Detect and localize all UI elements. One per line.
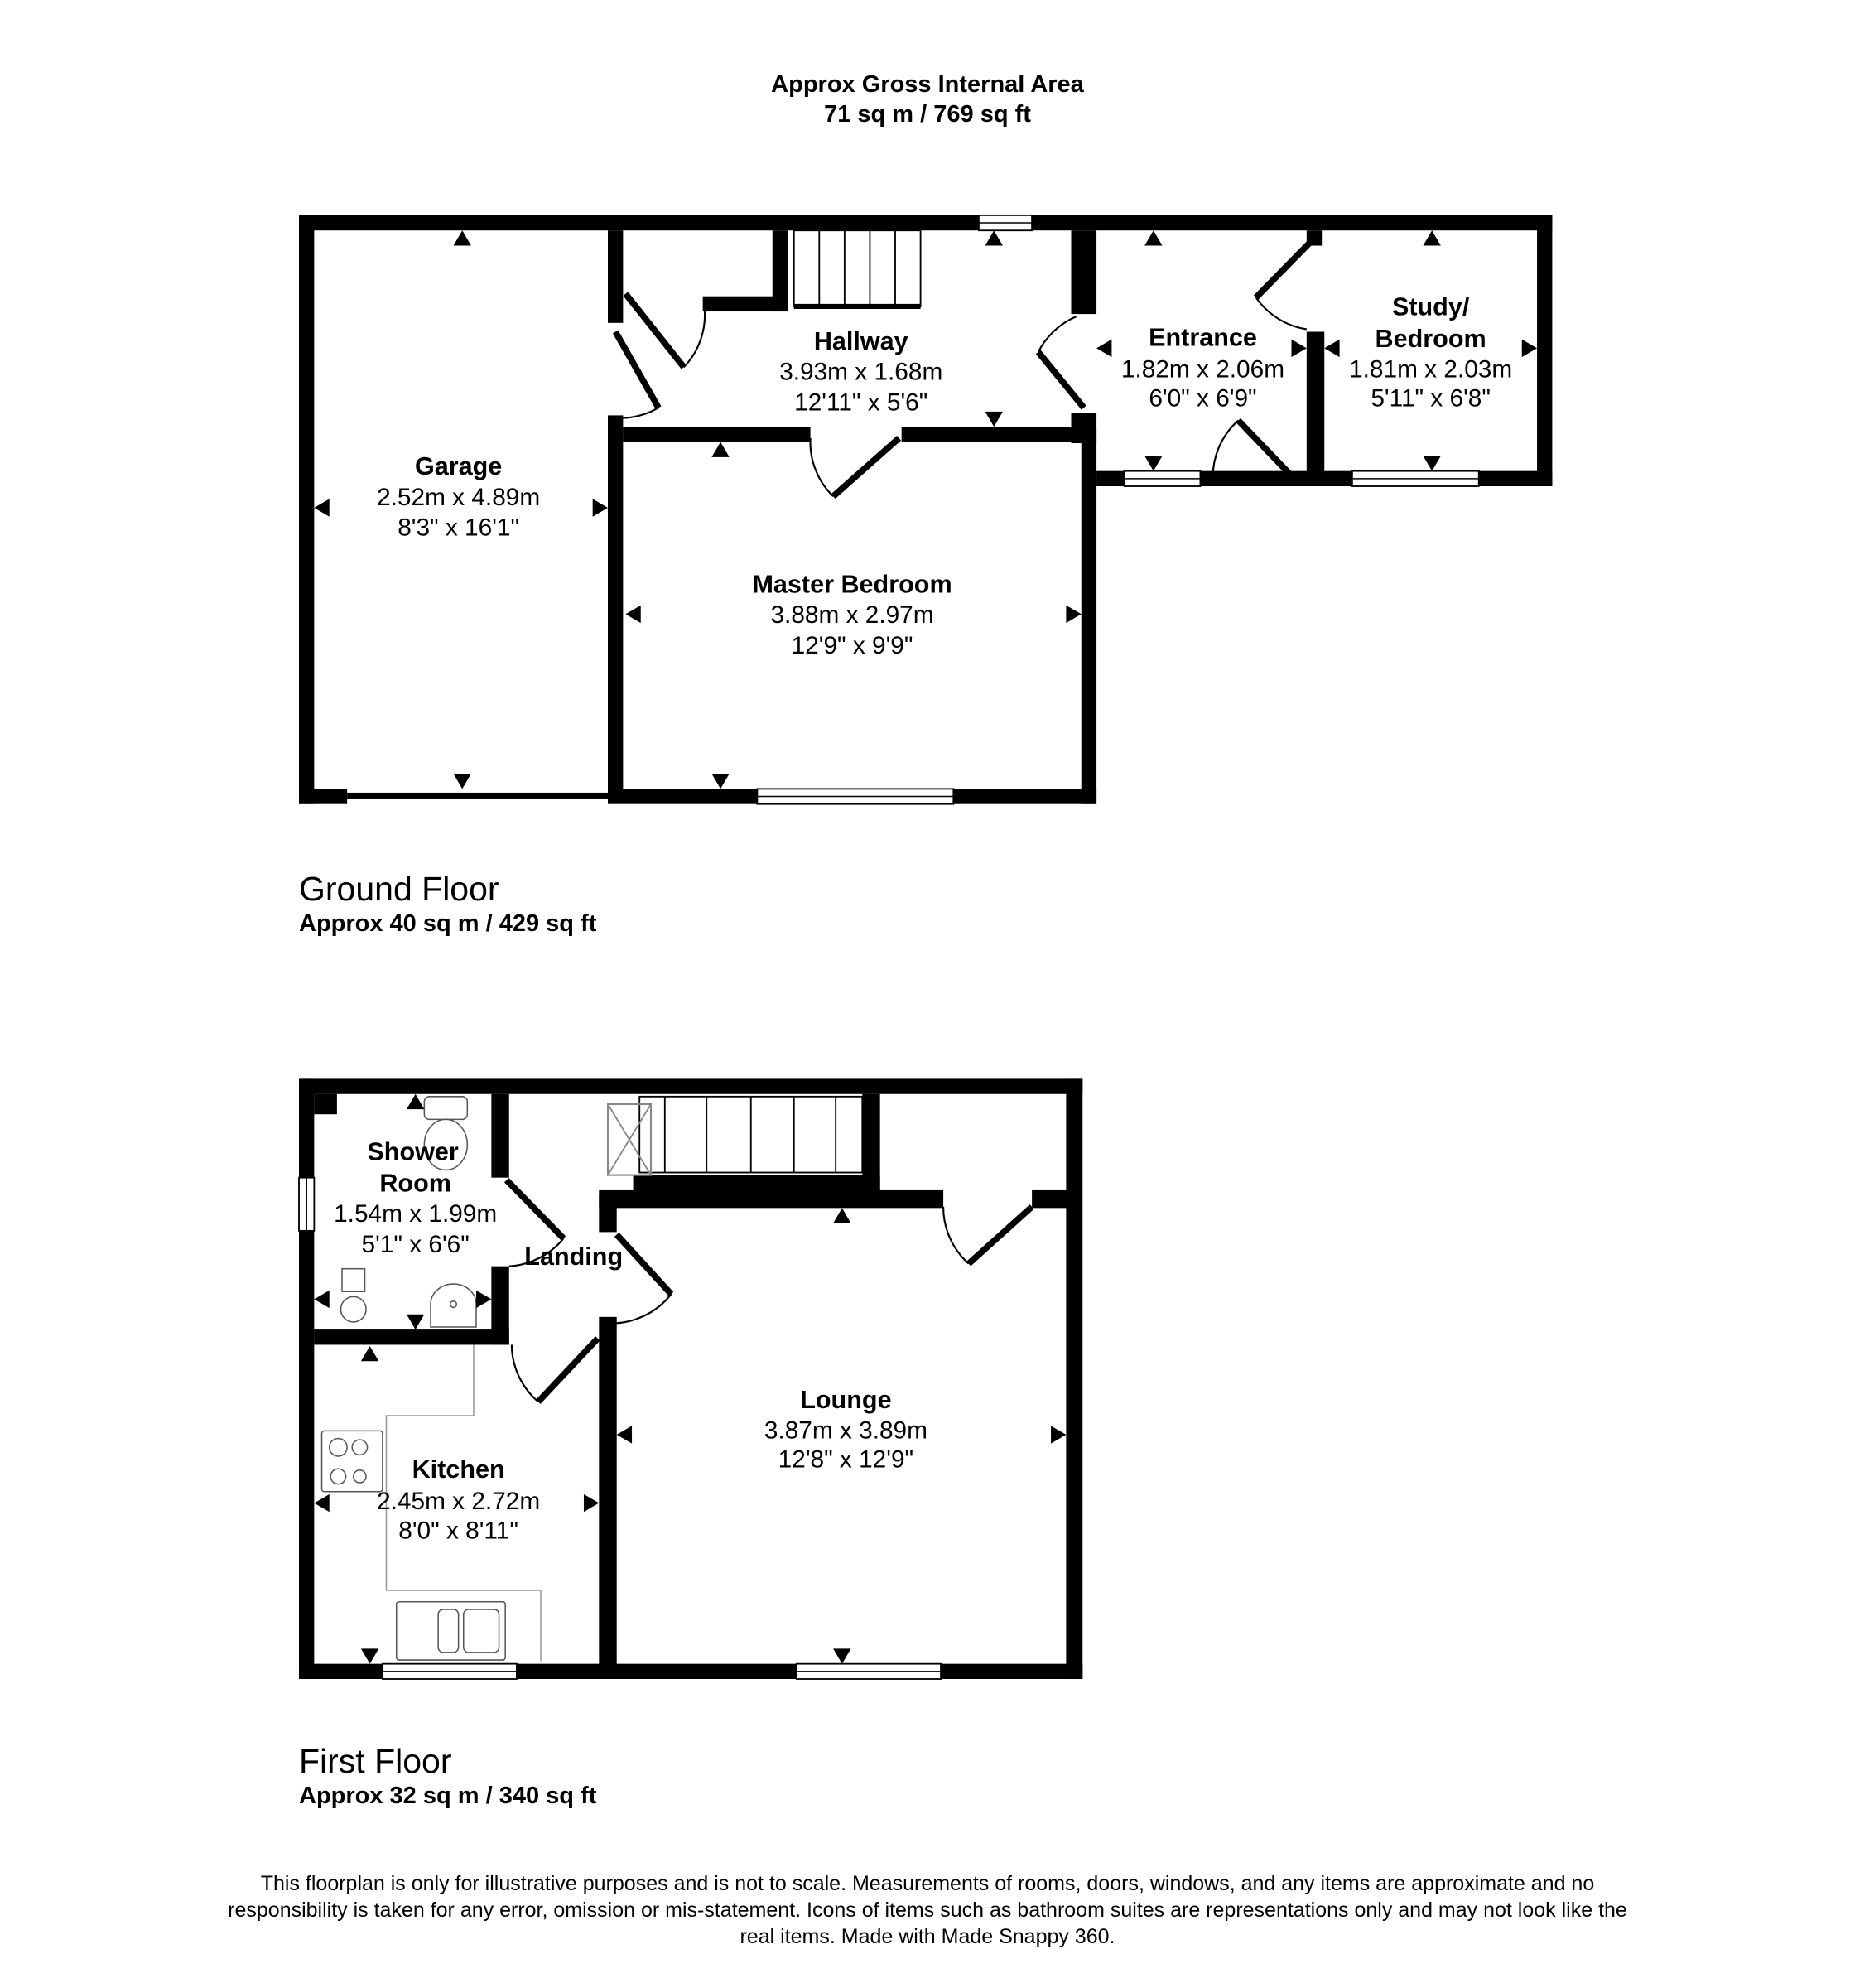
gross-area-title: Approx Gross Internal Area: [771, 71, 1084, 98]
svg-text:Room: Room: [379, 1169, 451, 1198]
shower-icon: [340, 1269, 366, 1322]
ground-floor-area: Approx 40 sq m / 429 sq ft: [299, 910, 597, 937]
svg-text:1.54m x 1.99m: 1.54m x 1.99m: [334, 1200, 498, 1228]
svg-text:6'0" x 6'9": 6'0" x 6'9": [1149, 384, 1257, 413]
svg-text:5'11" x 6'8": 5'11" x 6'8": [1371, 384, 1491, 413]
room-name-kitchen: Kitchen: [412, 1455, 505, 1484]
sink-icon: [397, 1602, 505, 1660]
svg-text:12'8" x 12'9": 12'8" x 12'9": [778, 1445, 914, 1474]
svg-text:2.52m x 4.89m: 2.52m x 4.89m: [377, 483, 541, 511]
svg-text:5'1" x 6'6": 5'1" x 6'6": [361, 1230, 470, 1258]
ground-floor-title: Ground Floor: [299, 870, 499, 908]
basin-icon: [431, 1284, 476, 1327]
svg-text:12'9" x 9'9": 12'9" x 9'9": [791, 631, 913, 659]
svg-text:1.82m x 2.06m: 1.82m x 2.06m: [1120, 355, 1285, 384]
gross-area-value: 71 sq m / 769 sq ft: [824, 101, 1031, 128]
first-floor-caption: [299, 1741, 596, 1811]
first-floor-title: First Floor: [299, 1742, 452, 1780]
first-floor-plan: [299, 1078, 1082, 1679]
svg-text:8'0" x 8'11": 8'0" x 8'11": [398, 1517, 518, 1545]
room-name-master-bedroom: Master Bedroom: [752, 570, 952, 599]
ground-floor-plan: [299, 215, 1552, 804]
room-name-hallway: Hallway: [813, 326, 908, 355]
hob-icon: [322, 1431, 383, 1491]
first-floor-staircase: [608, 1097, 862, 1175]
svg-text:3.93m x 1.68m: 3.93m x 1.68m: [779, 358, 943, 386]
room-name-shower-room: Shower: [367, 1137, 459, 1166]
svg-text:3.88m x 2.97m: 3.88m x 2.97m: [770, 601, 934, 630]
first-floor-area: Approx 32 sq m / 340 sq ft: [299, 1783, 597, 1809]
room-name-study: Study/: [1391, 292, 1470, 321]
svg-text:8'3" x 16'1": 8'3" x 16'1": [398, 514, 520, 542]
room-name-lounge: Lounge: [800, 1385, 892, 1414]
svg-text:3.87m x 3.89m: 3.87m x 3.89m: [764, 1416, 928, 1445]
disclaimer-text: This floorplan is only for illustrative purposes and is not to scale. Measurements of rooms, doors, windows, and any items are approximate and no responsibility is taken for any error, omission or mis-statement. Icons of items such as bathroom suites are representations only and may not look like the real items. Made with Made Snappy 360.: [228, 1872, 1627, 1948]
svg-text:2.45m x 2.72m: 2.45m x 2.72m: [377, 1488, 541, 1516]
svg-text:12'11" x 5'6": 12'11" x 5'6": [794, 388, 928, 417]
svg-text:Bedroom: Bedroom: [1375, 324, 1486, 353]
room-name-entrance: Entrance: [1149, 323, 1257, 352]
ground-floor-caption: [299, 869, 596, 939]
door-swings: [507, 1180, 1032, 1402]
room-name-landing: Landing: [524, 1242, 624, 1271]
room-name-garage: Garage: [414, 452, 503, 481]
svg-text:1.81m x 2.03m: 1.81m x 2.03m: [1349, 355, 1513, 384]
ground-staircase: [794, 230, 921, 309]
